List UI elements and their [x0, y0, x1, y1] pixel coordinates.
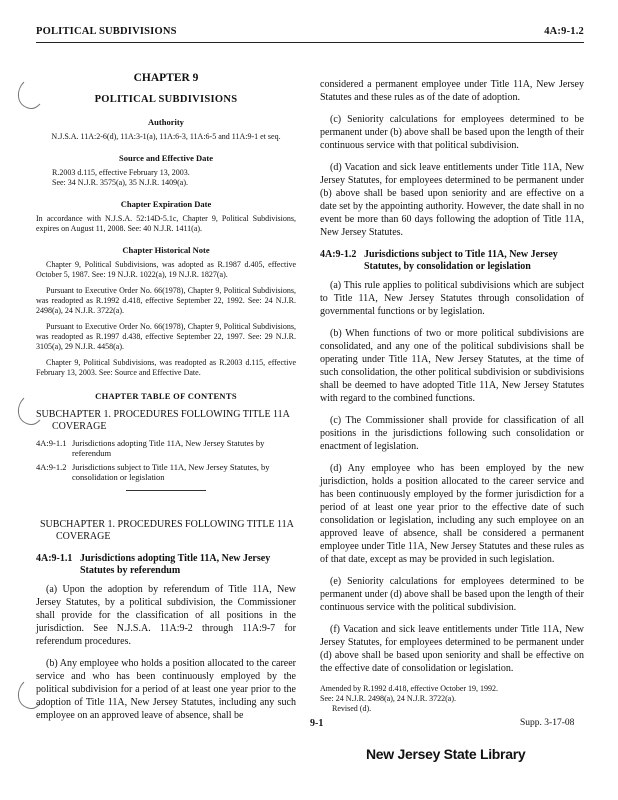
header-rule	[36, 42, 584, 43]
paragraph: (e) Seniority calculations for employees determined to be permanent under (d) above shall be based upon the length of their continuous service with the political subdivision.	[320, 576, 584, 613]
toc-entry[interactable]	[36, 438, 296, 458]
paragraph: (a) This rule applies to political subdivisions which are subject to Title 11A, New Jersey Statutes through consolidation of governmental functions or by legislation.	[320, 280, 584, 317]
toc-entry[interactable]	[36, 462, 296, 482]
header-section-number: 4A:9-1.2	[544, 26, 584, 37]
authority-heading: Authority	[148, 117, 184, 127]
left-column	[36, 72, 296, 731]
source-text-line: See: 34 N.J.R. 3575(a), 35 N.J.R. 1409(a).	[52, 178, 188, 187]
paragraph: (b) When functions of two or more political subdivisions are consolidated, and any one of the political subdivisions shall be operating under Title 11A, New Jersey Statutes, at the time of such consolidation, the other political subdivision or subdivisions shall be deemed to have adopted Title 11A, New Jersey Statutes with regard to the combined functions.	[320, 328, 584, 404]
section-number: 4A:9-1.2	[320, 249, 357, 260]
section-title: Jurisdictions adopting Title 11A, New Jersey Statutes by referendum	[80, 553, 271, 576]
running-header	[36, 26, 584, 37]
subchapter-heading: SUBCHAPTER 1. PROCEDURES FOLLOWING TITLE 11A COVERAGE	[40, 519, 294, 542]
section-title: Jurisdictions subject to Title 11A, New Jersey Statutes, by consolidation or legislation	[364, 249, 558, 272]
toc-entry-number: 4A:9-1.1	[36, 438, 67, 448]
paragraph: (d) Vacation and sick leave entitlements under Title 11A, New Jersey Statutes, for employees determined to be permanent under (b) above shall be based upon seniority and are effective on a date set by the appointing authority. However, the date shall in no event be more than 60 days following the adoption of Title 11A, New Jersey Statutes.	[320, 162, 584, 238]
supplement-date: Supp. 3-17-08	[520, 718, 575, 728]
history-note: Pursuant to Executive Order No. 66(1978), Chapter 9, Political Subdivisions, was readopted as R.1992 d.418, effective September 22, 1992. See: 24 N.J.R. 2498(a), 24 N.J.R. 3722(a).	[36, 286, 296, 315]
header-title: POLITICAL SUBDIVISIONS	[36, 26, 177, 37]
paragraph: (f) Vacation and sick leave entitlements under Title 11A, New Jersey Statutes, for employees determined to be permanent under (d) above shall be based upon seniority and shall be effective on the effective date of consolidation or legislation.	[320, 624, 584, 674]
section-divider	[126, 490, 206, 491]
library-stamp: New Jersey State Library	[366, 746, 526, 762]
source-heading: Source and Effective Date	[118, 153, 214, 163]
amendment-line: See: 24 N.J.R. 2498(a), 24 N.J.R. 3722(a).	[320, 694, 456, 703]
source-text	[36, 168, 296, 188]
paragraph-continued: considered a permanent employee under Title 11A, New Jersey Statutes and these rules as of the date of adoption.	[320, 79, 584, 103]
paragraph: (d) Any employee who has been employed by the new jurisdiction, holds a position allocated to the career service and has been continuously employed by the former jurisdiction for a period of at least one year prior to the effective date of such consolidation or legislation, including any such employee on an approved leave of absence, shall be considered a permanent employee under Title 11A, New Jersey Statutes and these rules as of that date, except as may be provided in such legislation.	[320, 463, 584, 565]
right-column	[320, 78, 584, 714]
toc-entry-number: 4A:9-1.2	[36, 462, 67, 472]
toc-entry-title: Jurisdictions adopting Title 11A, New Jersey Statutes by referendum	[72, 438, 265, 458]
toc-subchapter: SUBCHAPTER 1. PROCEDURES FOLLOWING TITLE 11A COVERAGE	[36, 409, 290, 432]
section-number: 4A:9-1.1	[36, 553, 73, 564]
history-heading: Chapter Historical Note	[122, 245, 210, 255]
paragraph: (c) Seniority calculations for employees determined to be permanent under (b) above shall be based upon the length of their continuous service with that political subdivision.	[320, 114, 584, 151]
chapter-name: POLITICAL SUBDIVISIONS	[94, 94, 238, 105]
history-note: Chapter 9, Political Subdivisions, was readopted as R.2003 d.115, effective February 13, 2003. See: Source and Effective Date.	[36, 358, 296, 377]
paragraph: (a) Upon the adoption by referendum of Title 11A, New Jersey Statutes, by a political subdivision, the Commissioner shall provide for the classification of all positions in the jurisdiction. See N.J.S.A. 11A:9-2 through 11A:9-7 for referendum procedures.	[36, 584, 296, 647]
history-note: Pursuant to Executive Order No. 66(1978), Chapter 9, Political Subdivisions, was readopted as R.1997 d.438, effective September 22, 1997. See: 29 N.J.R. 3105(a), 29 N.J.R. 4458(a).	[36, 322, 296, 351]
amendment-line: Revised (d).	[332, 704, 372, 713]
history-note: Chapter 9, Political Subdivisions, was adopted as R.1987 d.405, effective October 5, 1987. See: 19 N.J.R. 1022(a), 19 N.J.R. 1827(a).	[36, 260, 296, 279]
expiration-text: In accordance with N.J.S.A. 52:14D-5.1c, Chapter 9, Political Subdivisions, expires on August 11, 2008. See: 40 N.J.R. 1411(a).	[36, 214, 296, 233]
paragraph: (c) The Commissioner shall provide for classification of all positions in the jurisdictions following such consolidation or enactment of legislation.	[320, 415, 584, 452]
toc-heading: CHAPTER TABLE OF CONTENTS	[95, 391, 237, 401]
toc-entry-title: Jurisdictions subject to Title 11A, New Jersey Statutes, by consolidation or legislation	[72, 462, 270, 482]
amendment-line: Amended by R.1992 d.418, effective October 19, 1992.	[320, 684, 499, 693]
amendment-note	[320, 684, 584, 714]
page-number: 9-1	[310, 718, 324, 729]
expiration-heading: Chapter Expiration Date	[120, 199, 212, 209]
section-heading	[36, 553, 296, 577]
chapter-number: CHAPTER 9	[133, 72, 199, 84]
authority-text: N.J.S.A. 11A:2-6(d), 11A:3-1(a), 11A:6-3, 11A:6-5 and 11A:9-1 et seq.	[51, 132, 281, 141]
paragraph: (b) Any employee who holds a position allocated to the career service and who has been continuously employed by the political subdivision for a period of at least one year prior to the adoption of Title 11A, New Jersey Statutes, including any such employee on an approved leave of absence, shall be	[36, 658, 296, 721]
history-notes	[36, 260, 296, 378]
source-text-line: R.2003 d.115, effective February 13, 2003.	[52, 168, 190, 177]
section-heading	[320, 249, 584, 273]
